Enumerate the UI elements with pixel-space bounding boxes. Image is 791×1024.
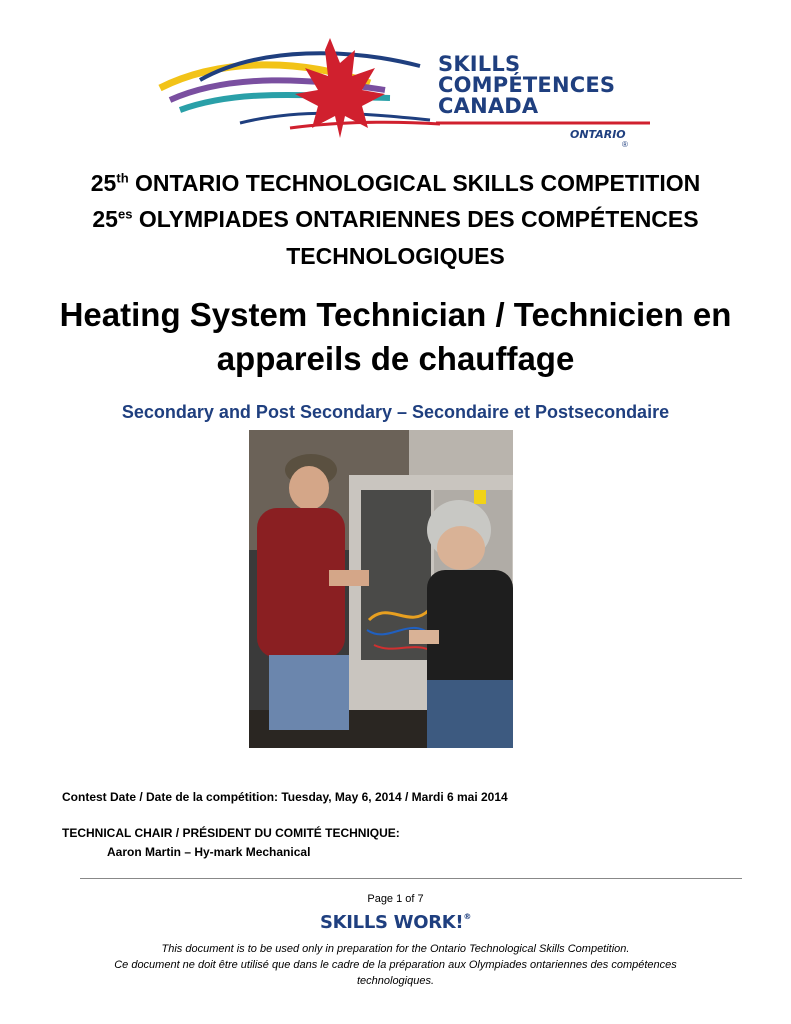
title-line-1: 25th ONTARIO TECHNOLOGICAL SKILLS COMPETITION [90, 170, 701, 196]
title-line-3: TECHNOLOGIQUES [286, 243, 505, 269]
competition-photo [249, 430, 513, 748]
footer-note-french: Ce document ne doit être utilisé que dans le cadre de la préparation aux Olympiades ontariennes des compétences [114, 959, 677, 971]
logo-red-rule [436, 120, 650, 126]
level-subheading: Secondary and Post Secondary – Secondaire et Postsecondaire [121, 402, 670, 422]
logo-registered-mark: ® [622, 140, 628, 149]
logo-wordmark: SKILLS COMPÉTENCES CANADA [438, 52, 616, 118]
technical-chair-name: Aaron Martin – Hy-mark Mechanical [107, 845, 311, 859]
skills-work-logo: SKILLS WORK!® [319, 912, 472, 933]
logo-swoosh-graphic [140, 28, 440, 154]
page-number: Page 1 of 7 [367, 893, 424, 905]
footer-note-french-cont: technologiques. [356, 975, 435, 987]
page-title-line-1: Heating System Technician / Technicien en [59, 296, 732, 333]
title-line-2: $25^{es}$ OLYMPIADES ONTARIENNES DES COMPÉTENCES [92, 206, 699, 232]
contest-date: Contest Date / Date de la compétition: Tuesday, May 6, 2014 / Mardi 6 mai 2014 [62, 790, 508, 804]
footer-note-english: This document is to be used only in preparation for the Ontario Technological Skills Competition. [161, 943, 630, 955]
technical-chair-label: TECHNICAL CHAIR / PRÉSIDENT DU COMITÉ TECHNIQUE: [62, 826, 400, 840]
furnace-technicians-image [249, 430, 513, 748]
page-title-line-2: appareils de chauffage [216, 340, 575, 377]
logo-ontario: ONTARIO [570, 128, 626, 141]
footer-divider [80, 878, 742, 879]
skills-canada-logo [140, 28, 650, 154]
